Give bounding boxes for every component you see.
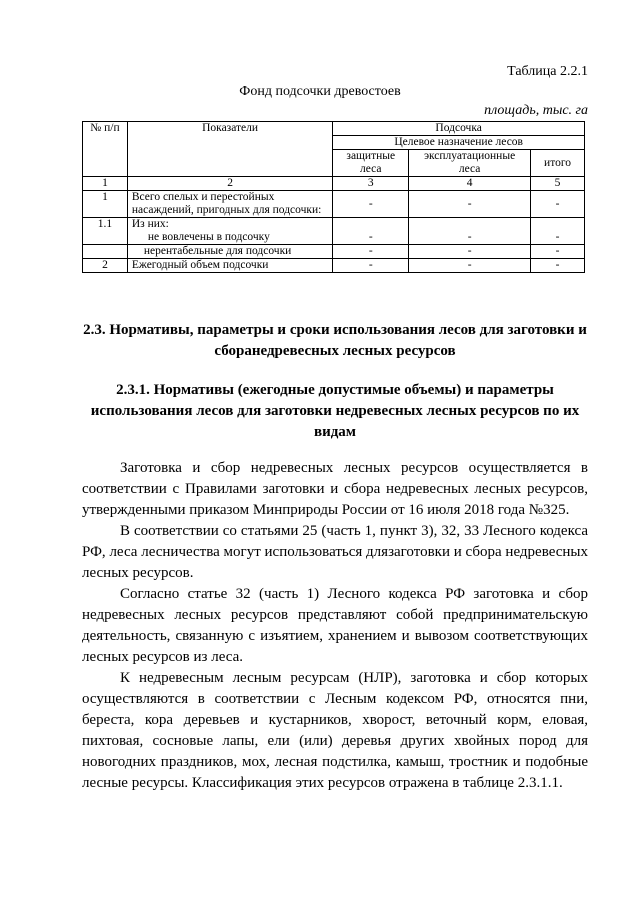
header-total: итого [531, 150, 585, 177]
row-label: нерентабельные для подсочки [127, 245, 332, 259]
row-num: 1 [83, 191, 128, 218]
row-num: 2 [83, 259, 128, 273]
colnum-4: 4 [409, 177, 531, 191]
row-value: - [531, 259, 585, 273]
table-number: Таблица 2.2.1 [507, 64, 588, 79]
row-value: - [409, 259, 531, 273]
header-exploitation: эксплуатационные леса [409, 150, 531, 177]
table-title: Фонд подсочки древостоев [239, 84, 401, 99]
row-value: - [531, 218, 585, 245]
row-label-sub: не вовлечены в подсочку [147, 231, 270, 243]
row-value: - [333, 191, 409, 218]
row-value: - [531, 245, 585, 259]
tapping-fund-table [82, 121, 585, 273]
table-row [83, 218, 585, 245]
table-header-row [83, 122, 585, 136]
row-label [127, 218, 332, 245]
row-label-intro: Из них: [131, 218, 169, 230]
row-value: - [333, 245, 409, 259]
row-num: 1.1 [83, 218, 128, 245]
table-unit: площадь, тыс. га [484, 103, 588, 118]
row-label: Всего спелых и перестойных насаждений, пригодных для подсочки: [127, 191, 332, 218]
table-row [83, 259, 585, 273]
row-value: - [333, 218, 409, 245]
body-text [82, 458, 588, 794]
colnum-3: 3 [333, 177, 409, 191]
header-protective: защитные леса [333, 150, 409, 177]
row-label: Ежегодный объем подсочки [127, 259, 332, 273]
header-tapping: Подсочка [333, 122, 585, 136]
row-value: - [409, 191, 531, 218]
table-row [83, 245, 585, 259]
table-row [83, 191, 585, 218]
row-num-empty [83, 245, 128, 259]
row-value: - [409, 245, 531, 259]
subsection-heading: 2.3.1. Нормативы (ежегодные допустимые объемы) и параметры использования лесов для заготовки недревесных лесных ресурсов по их видам [90, 382, 580, 440]
paragraph: Согласно статье 32 (часть 1) Лесного кодекса РФ заготовка и сбор недревесных лесных ресурсов представляют собой предпринимательскую деятельность, связанную с изъятием, хранением и вывозом соответствующих лесных ресурсов из леса. [82, 586, 588, 665]
paragraph: В соответствии со статьями 25 (часть 1, пункт 3), 32, 33 Лесного кодекса РФ, леса лесничества могут использоваться длязаготовки и сбора недревесных лесных ресурсов. [82, 523, 588, 581]
paragraph: Заготовка и сбор недревесных лесных ресурсов осуществляется в соответствии с Правилами заготовки и сбора недревесных лесных ресурсов, утвержденными приказом Минприроды России от 16 июля 2018 года №325. [82, 460, 588, 518]
header-indicators: Показатели [127, 122, 332, 177]
column-number-row [83, 177, 585, 191]
row-value: - [409, 218, 531, 245]
section-heading: 2.3. Нормативы, параметры и сроки использования лесов для заготовки и сборанедревесных лесных ресурсов [83, 322, 587, 359]
row-value: - [333, 259, 409, 273]
colnum-1: 1 [83, 177, 128, 191]
header-num: № п/п [83, 122, 128, 177]
paragraph: К недревесным лесным ресурсам (НЛР), заготовка и сбор которых осуществляются в соответствии с Лесным кодексом РФ, относятся пни, береста, кора деревьев и кустарников, хворост, веточный корм, еловая, пихтовая, сосновые лапы, ели (или) деревья других хвойных пород для новогодних праздников, мох, лесная подстилка, камыш, тростник и подобные лесные ресурсы. Классификация этих ресурсов отражена в таблице 2.3.1.1. [82, 670, 588, 791]
header-purpose: Целевое назначение лесов [333, 136, 585, 150]
row-value: - [531, 191, 585, 218]
colnum-5: 5 [531, 177, 585, 191]
colnum-2: 2 [127, 177, 332, 191]
